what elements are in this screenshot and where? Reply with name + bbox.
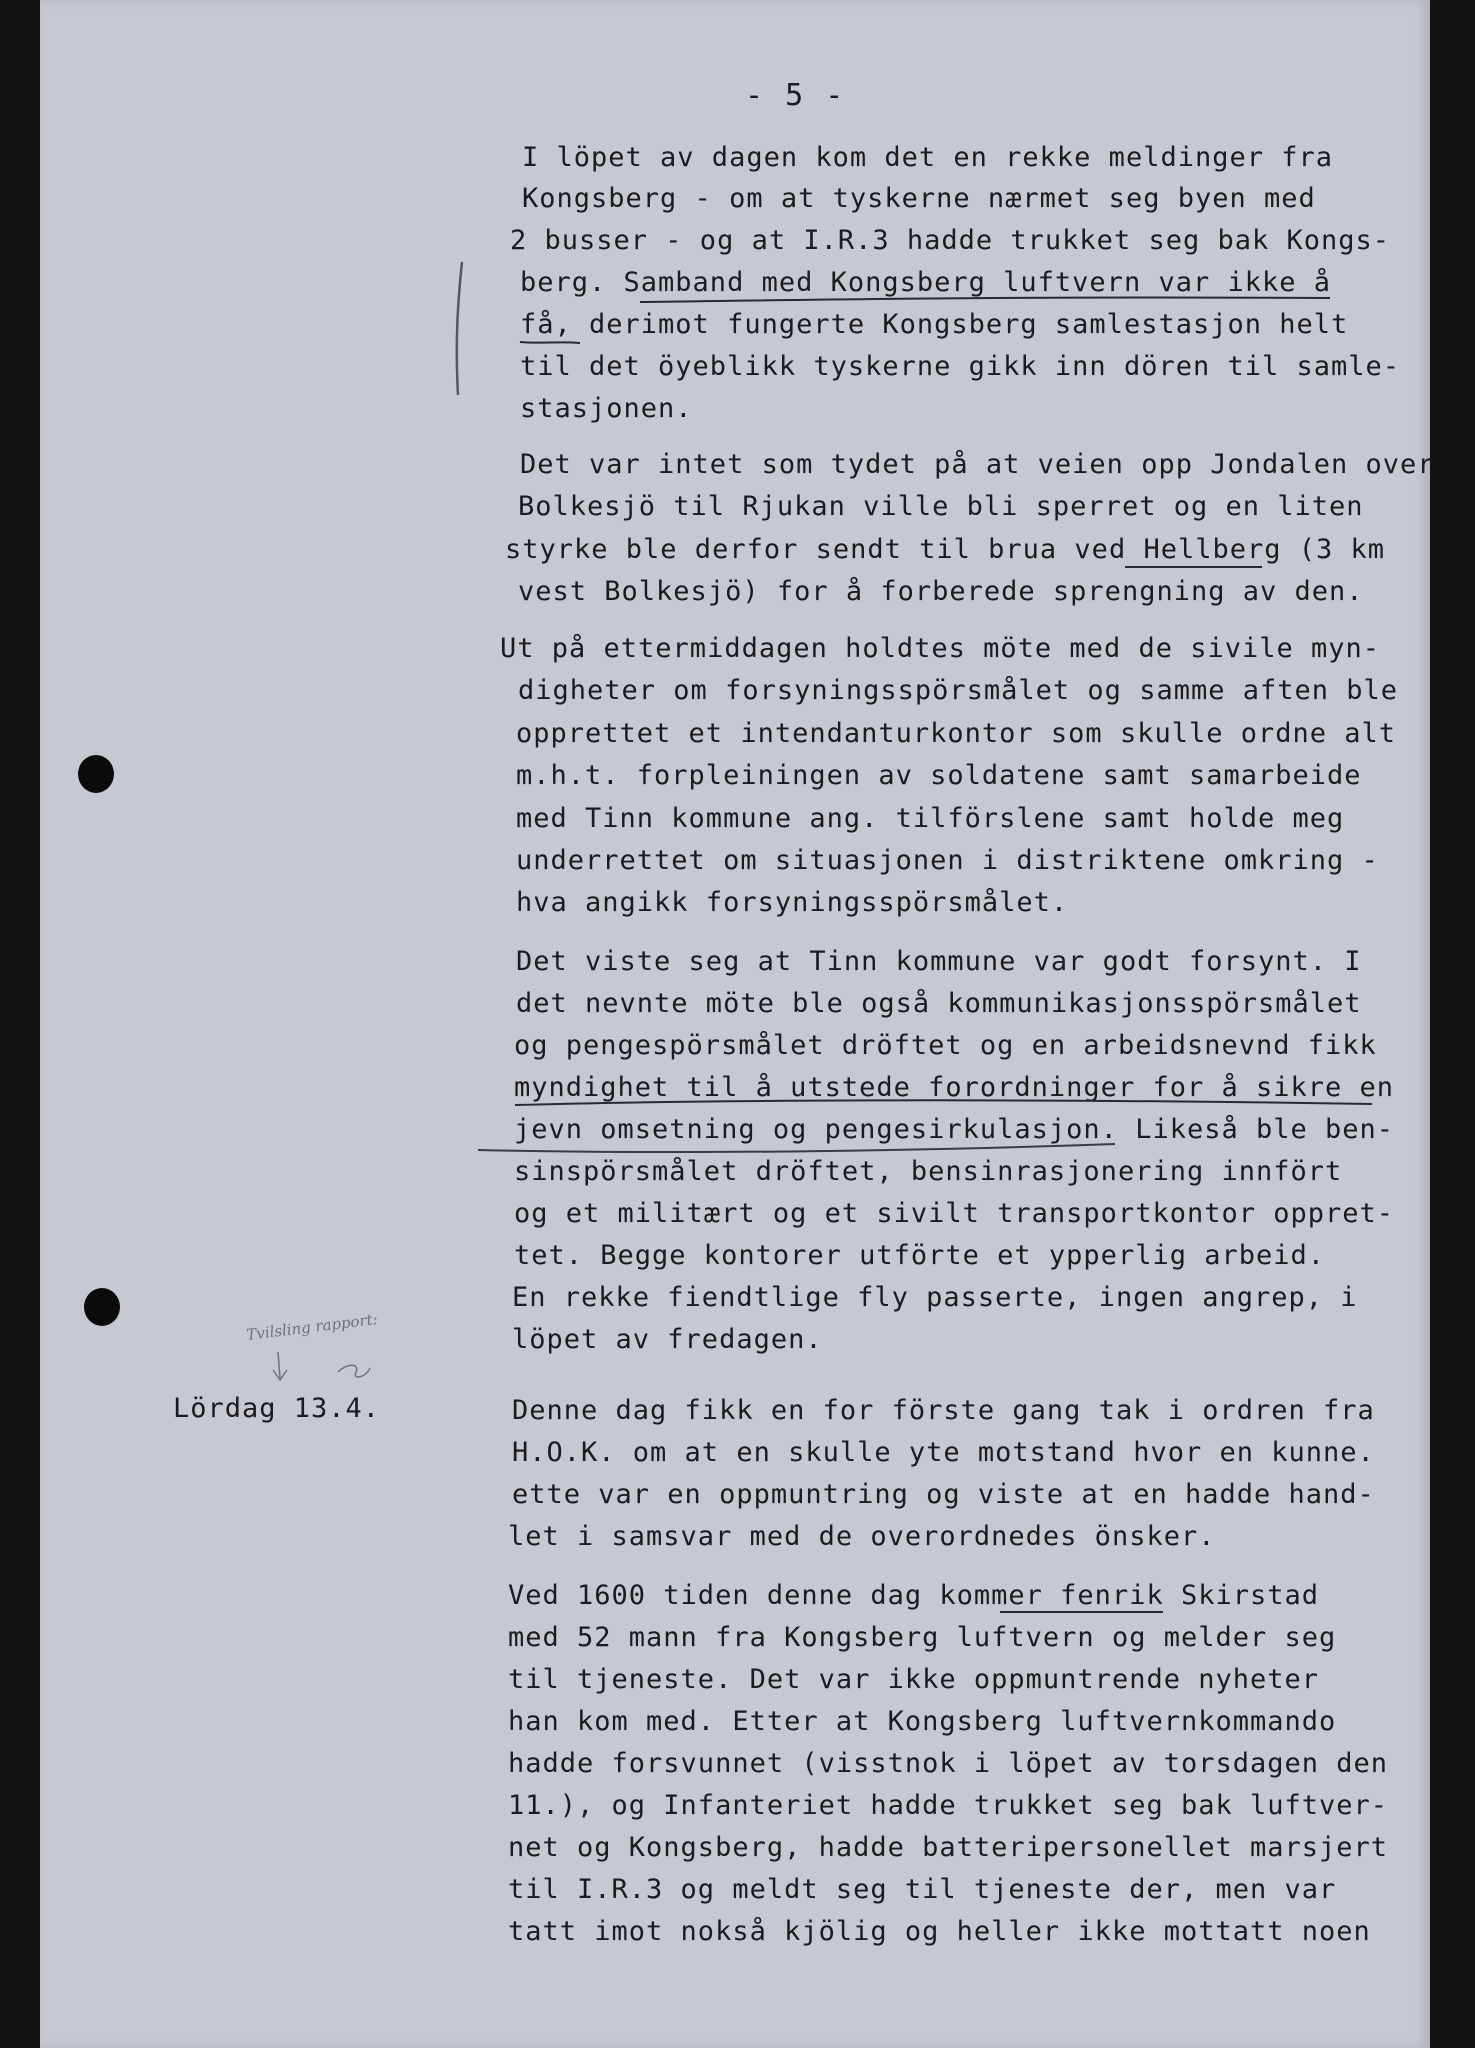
text-line: få, derimot fungerte Kongsberg samlestasjon helt xyxy=(520,309,1349,340)
text-line: og et militært og et sivilt transportkontor oppret- xyxy=(514,1198,1395,1229)
underline-pengesirkulasjon xyxy=(478,1144,1115,1152)
text-line: styrke ble derfor sendt til brua ved Hellberg (3 km xyxy=(505,534,1386,565)
text-line: jevn omsetning og pengesirkulasjon. Likeså ble ben- xyxy=(514,1114,1395,1145)
text-line: til I.R.3 og meldt seg til tjeneste der, men var xyxy=(508,1874,1337,1905)
text-line: opprettet et intendanturkontor som skulle ordne alt xyxy=(516,718,1397,749)
text-line: let i samsvar med de overordnedes önsker. xyxy=(508,1521,1216,1552)
underline-samband xyxy=(640,297,1330,302)
text-line: Bolkesjö til Rjukan ville bli sperret og en liten xyxy=(518,491,1364,522)
margin-date: Lördag 13.4. xyxy=(173,1393,381,1424)
text-line: En rekke fiendtlige fly passerte, ingen angrep, i xyxy=(512,1282,1358,1313)
text-line: tatt imot nokså kjölig og heller ikke mottatt noen xyxy=(508,1916,1371,1947)
text-line: m.h.t. forpleiningen av soldatene samt samarbeide xyxy=(516,760,1362,791)
text-line: löpet av fredagen. xyxy=(512,1324,823,1355)
underline-forordninger xyxy=(515,1100,1372,1105)
text-line: berg. Samband med Kongsberg luftvern var ikke å xyxy=(520,267,1332,298)
text-line: tet. Begge kontorer utförte et ypperlig arbeid. xyxy=(514,1240,1326,1271)
text-line: underrettet om situasjonen i distriktene omkring - xyxy=(516,845,1379,876)
text-line: ette var en oppmuntring og viste at en hadde hand- xyxy=(512,1479,1375,1510)
text-line: hadde forsvunnet (visstnok i löpet av torsdagen den xyxy=(508,1748,1389,1779)
text-line: til det öyeblikk tyskerne gikk inn dören til samle- xyxy=(520,351,1401,382)
text-line: Ved 1600 tiden denne dag kommer fenrik Skirstad xyxy=(508,1580,1320,1611)
text-line: myndighet til å utstede forordninger for å sikre en xyxy=(514,1072,1395,1103)
text-line: hva angikk forsyningsspörsmålet. xyxy=(516,887,1069,918)
text-line: Kongsberg - om at tyskerne nærmet seg byen med xyxy=(522,183,1316,214)
text-line: H.O.K. om at en skulle yte motstand hvor en kunne. xyxy=(512,1437,1375,1468)
text-line: med 52 mann fra Kongsberg luftvern og melder seg xyxy=(508,1622,1337,1653)
underline-fa xyxy=(520,342,580,343)
text-line: Denne dag fikk en for förste gang tak i ordren fra xyxy=(512,1395,1375,1426)
text-line: 2 busser - og at I.R.3 hadde trukket seg bak Kongs- xyxy=(510,225,1391,256)
text-line: Ut på ettermiddagen holdtes möte med de sivile myn- xyxy=(500,633,1381,664)
text-line: til tjeneste. Det var ikke oppmuntrende nyheter xyxy=(508,1664,1320,1695)
text-line: han kom med. Etter at Kongsberg luftvernkommando xyxy=(508,1706,1337,1737)
pencil-squiggle xyxy=(338,1365,370,1377)
text-line: Det var intet som tydet på at veien opp Jondalen over xyxy=(520,449,1435,480)
text-line: stasjonen. xyxy=(520,393,693,424)
margin-bracket-line xyxy=(457,262,462,395)
page-number: - 5 - xyxy=(745,78,846,113)
text-line: 11.), og Infanteriet hadde trukket seg bak luftver- xyxy=(508,1790,1389,1821)
text-line: med Tinn kommune ang. tilförslene samt holde meg xyxy=(516,803,1345,834)
text-line: sinspörsmålet dröftet, bensinrasjonering innfört xyxy=(514,1156,1343,1187)
pencil-arrow xyxy=(273,1352,287,1380)
pencil-annotation: Tvilsling rapport: xyxy=(245,1310,379,1344)
text-line: net og Kongsberg, hadde batteripersonellet marsjert xyxy=(508,1832,1389,1863)
text-line: digheter om forsyningsspörsmålet og samme aften ble xyxy=(518,675,1399,706)
text-line: I löpet av dagen kom det en rekke meldinger fra xyxy=(522,142,1334,173)
text-line: det nevnte möte ble også kommunikasjonsspörsmålet xyxy=(516,988,1362,1019)
text-line: og pengespörsmålet dröftet og en arbeidsnevnd fikk xyxy=(514,1030,1377,1061)
text-line: vest Bolkesjö) for å forberede sprengning av den. xyxy=(518,576,1364,607)
text-line: Det viste seg at Tinn kommune var godt forsynt. I xyxy=(516,946,1362,977)
